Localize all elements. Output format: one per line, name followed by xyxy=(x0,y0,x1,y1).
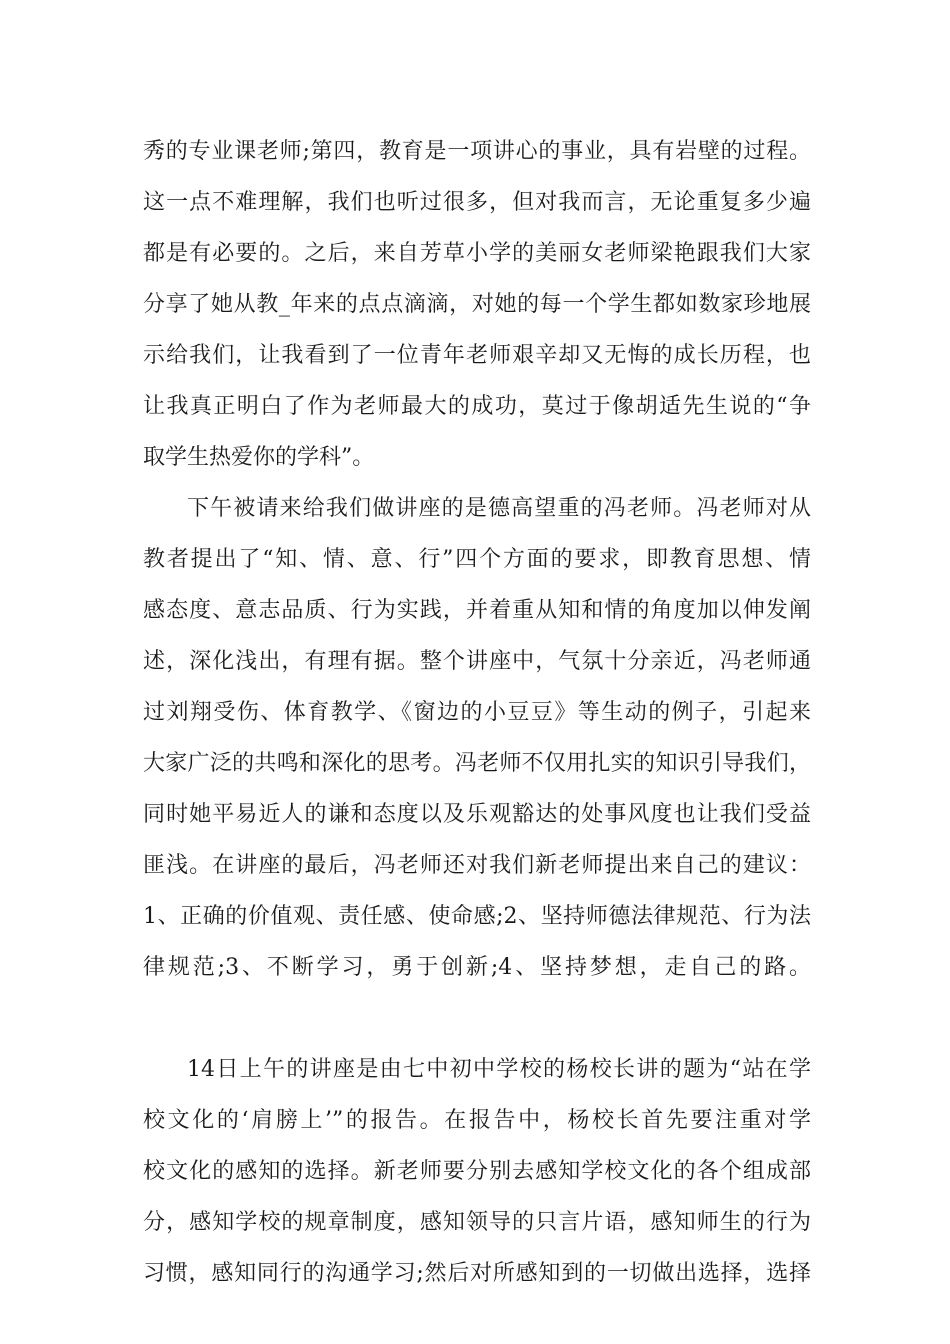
text-line: 律规范;3、不断学习，勇于创新;4、坚持梦想，走自己的路。 xyxy=(143,955,811,980)
text-line: 习惯，感知同行的沟通学习;然后对所感知到的一切做出选择，选择 xyxy=(143,1261,811,1286)
text-line: 让我真正明白了作为老师最大的成功，莫过于像胡适先生说的“争 xyxy=(143,394,811,419)
text-line: 1、正确的价值观、责任感、使命感;2、坚持师德法律规范、行为法 xyxy=(143,904,811,929)
text-line: 这一点不难理解，我们也听过很多，但对我而言，无论重复多少遍 xyxy=(143,190,811,215)
text-line: 分享了她从教_年来的点点滴滴，对她的每一个学生都如数家珍地展 xyxy=(143,292,811,317)
text-line: 示给我们，让我看到了一位青年老师艰辛却又无悔的成长历程，也 xyxy=(143,343,811,368)
text-line: 校文化的感知的选择。新老师要分别去感知学校文化的各个组成部 xyxy=(143,1159,811,1184)
paragraph-first-line: 14日上午的讲座是由七中初中学校的杨校长讲的题为“站在学 xyxy=(187,1057,811,1082)
text-line: 都是有必要的。之后，来自芳草小学的美丽女老师梁艳跟我们大家 xyxy=(143,241,811,266)
text-line: 秀的专业课老师;第四，教育是一项讲心的事业，具有岩壁的过程。 xyxy=(143,139,811,164)
text-line: 匪浅。在讲座的最后，冯老师还对我们新老师提出来自己的建议： xyxy=(143,853,811,878)
text-line: 述，深化浅出，有理有据。整个讲座中，气氛十分亲近，冯老师通 xyxy=(143,649,811,674)
text-line: 大家广泛的共鸣和深化的思考。冯老师不仅用扎实的知识引导我们， xyxy=(143,751,811,776)
text-line: 教者提出了“知、情、意、行”四个方面的要求，即教育思想、情 xyxy=(143,547,811,572)
body-text xyxy=(143,126,811,1299)
text-line: 过刘翔受伤、体育教学、《窗边的小豆豆》等生动的例子，引起来 xyxy=(143,700,811,725)
text-line: 分，感知学校的规章制度，感知领导的只言片语，感知师生的行为 xyxy=(143,1210,811,1235)
text-line: 感态度、意志品质、行为实践，并着重从知和情的角度加以伸发阐 xyxy=(143,598,811,623)
text-line: 校文化的‘肩膀上’”的报告。在报告中，杨校长首先要注重对学 xyxy=(143,1108,811,1133)
text-line xyxy=(143,993,811,1044)
text-line: 取学生热爱你的学科”。 xyxy=(143,445,375,470)
text-line: 同时她平易近人的谦和态度以及乐观豁达的处事风度也让我们受益 xyxy=(143,802,811,827)
paragraph-first-line: 下午被请来给我们做讲座的是德高望重的冯老师。冯老师对从 xyxy=(187,496,811,521)
